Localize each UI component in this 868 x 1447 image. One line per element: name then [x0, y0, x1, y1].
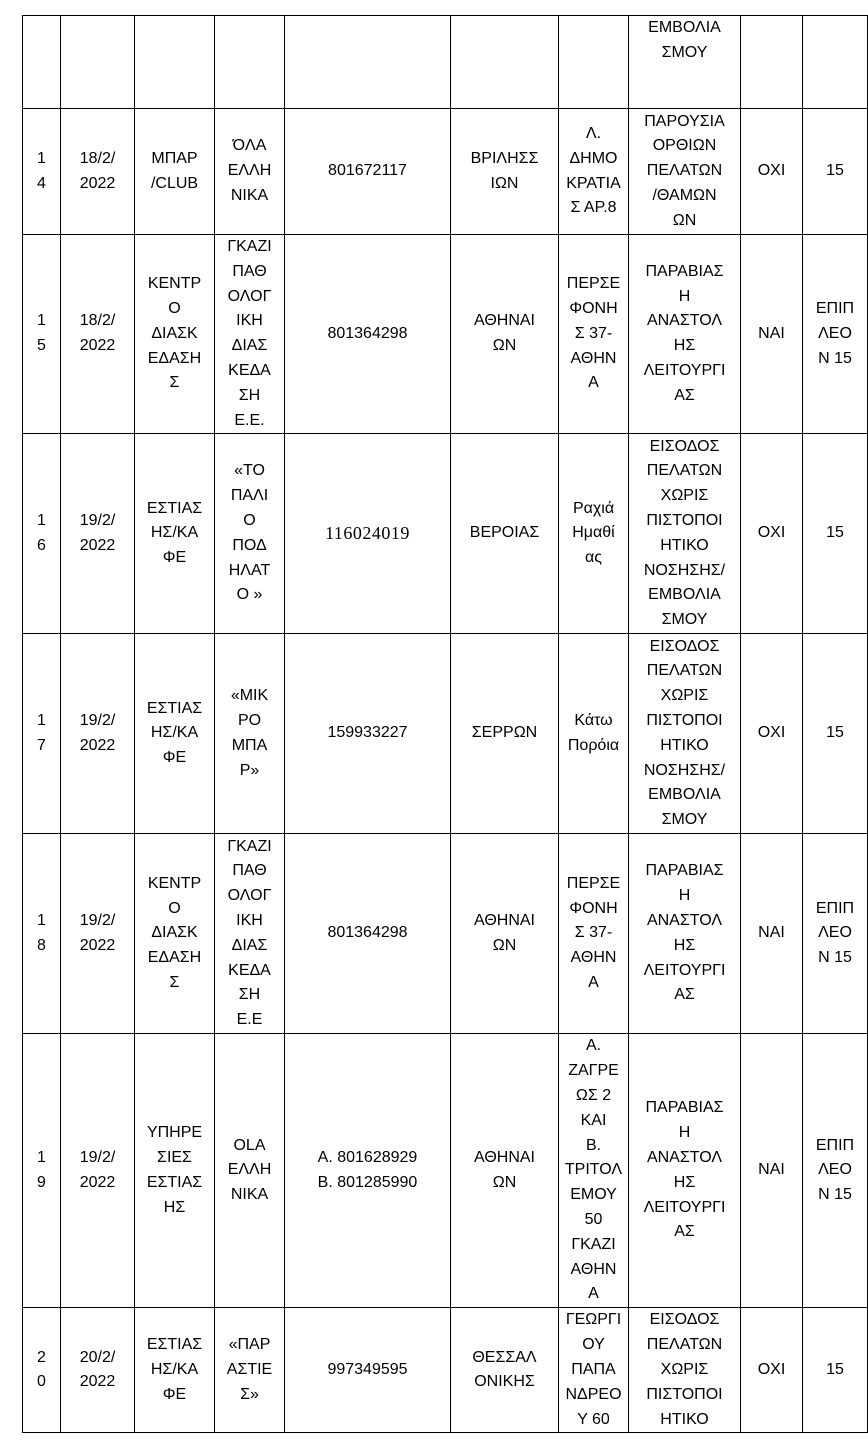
cell-suspension: ΟΧΙ [741, 434, 803, 634]
table-row [23, 1034, 868, 1308]
cell-violation: ΕΙΣΟΔΟΣ ΠΕΛΑΤΩΝ ΧΩΡΙΣ ΠΙΣΤΟΠΟΙ ΗΤΙΚΟ ΝΟΣΗΣΗΣ/ ΕΜΒΟΛΙΑ ΣΜΟΥ [629, 634, 741, 834]
cell-number: 1 8 [23, 834, 61, 1034]
table-row [23, 16, 868, 109]
cell-violation: ΠΑΡΑΒΙΑΣ Η ΑΝΑΣΤΟΛ ΗΣ ΛΕΙΤΟΥΡΓΙ ΑΣ [629, 834, 741, 1034]
cell-days [803, 16, 868, 109]
cell-business-name: «ΤΟ ΠΑΛΙ Ο ΠΟΔ ΗΛΑΤ Ο » [215, 434, 285, 634]
cell-days: 15 [803, 634, 868, 834]
cell-date: 18/2/ 2022 [61, 235, 135, 434]
cell-area: ΑΘΗΝΑΙ ΩΝ [451, 834, 559, 1034]
cell-business-name: OLA ΕΛΛΗ ΝΙΚΑ [215, 1034, 285, 1308]
cell-date: 19/2/ 2022 [61, 834, 135, 1034]
cell-date: 19/2/ 2022 [61, 1034, 135, 1308]
cell-date: 19/2/ 2022 [61, 634, 135, 834]
cell-violation: ΕΙΣΟΔΟΣ ΠΕΛΑΤΩΝ ΧΩΡΙΣ ΠΙΣΤΟΠΟΙ ΗΤΙΚΟ ΝΟΣΗΣΗΣ/ ΕΜΒΟΛΙΑ ΣΜΟΥ [629, 434, 741, 634]
cell-suspension: ΟΧΙ [741, 634, 803, 834]
cell-area: ΑΘΗΝΑΙ ΩΝ [451, 1034, 559, 1308]
cell-area: ΒΕΡΟΙΑΣ [451, 434, 559, 634]
cell-area: ΒΡΙΛΗΣΣ ΙΩΝ [451, 109, 559, 235]
cell-business-type: ΜΠΑΡ /CLUB [135, 109, 215, 235]
cell-violation: ΠΑΡΑΒΙΑΣ Η ΑΝΑΣΤΟΛ ΗΣ ΛΕΙΤΟΥΡΓΙ ΑΣ [629, 1034, 741, 1308]
cell-number: 1 6 [23, 434, 61, 634]
cell-business-name: ΓΚΑΖΙ ΠΑΘ ΟΛΟΓ ΙΚΗ ΔΙΑΣ ΚΕΔΑ ΣΗ Ε.Ε. [215, 235, 285, 434]
cell-number: 1 7 [23, 634, 61, 834]
cell-number [23, 16, 61, 109]
cell-violation: ΕΜΒΟΛΙΑ ΣΜΟΥ [629, 16, 741, 109]
cell-suspension: ΟΧΙ [741, 109, 803, 235]
table-row [23, 434, 868, 634]
cell-address: Λ. ΔΗΜΟ ΚΡΑΤΙΑ Σ ΑΡ.8 [559, 109, 629, 235]
cell-number: 1 5 [23, 235, 61, 434]
cell-afm: 997349595 [285, 1308, 451, 1433]
cell-afm: Α. 801628929 Β. 801285990 [285, 1034, 451, 1308]
cell-business-name: ΌΛΑ ΕΛΛΗ ΝΙΚΑ [215, 109, 285, 235]
cell-address: Α. ΖΑΓΡΕ ΩΣ 2 ΚΑΙ Β. ΤΡΙΤΟΛ ΕΜΟΥ 50 ΓΚΑΖΙ ΑΘΗΝ Α [559, 1034, 629, 1308]
cell-business-type: ΕΣΤΙΑΣ ΗΣ/ΚΑ ΦΕ [135, 1308, 215, 1433]
cell-date: 20/2/ 2022 [61, 1308, 135, 1433]
cell-area: ΘΕΣΣΑΛ ΟΝΙΚΗΣ [451, 1308, 559, 1433]
cell-days: ΕΠΙΠ ΛΕΟ Ν 15 [803, 235, 868, 434]
cell-address: Ραχιά Ημαθί ας [559, 434, 629, 634]
cell-afm: 159933227 [285, 634, 451, 834]
cell-address: ΠΕΡΣΕ ΦΟΝΗ Σ 37- ΑΘΗΝ Α [559, 235, 629, 434]
cell-date [61, 16, 135, 109]
cell-suspension: ΝΑΙ [741, 235, 803, 434]
cell-area: ΑΘΗΝΑΙ ΩΝ [451, 235, 559, 434]
cell-afm: 801672117 [285, 109, 451, 235]
table-row [23, 834, 868, 1034]
cell-date: 18/2/ 2022 [61, 109, 135, 235]
cell-address: ΠΕΡΣΕ ΦΟΝΗ Σ 37- ΑΘΗΝ Α [559, 834, 629, 1034]
cell-suspension: ΝΑΙ [741, 1034, 803, 1308]
cell-afm: 801364298 [285, 235, 451, 434]
cell-business-type: ΚΕΝΤΡ Ο ΔΙΑΣΚ ΕΔΑΣΗ Σ [135, 834, 215, 1034]
cell-suspension: ΟΧΙ [741, 1308, 803, 1433]
cell-address [559, 16, 629, 109]
cell-violation: ΕΙΣΟΔΟΣ ΠΕΛΑΤΩΝ ΧΩΡΙΣ ΠΙΣΤΟΠΟΙ ΗΤΙΚΟ [629, 1308, 741, 1433]
cell-days: ΕΠΙΠ ΛΕΟ Ν 15 [803, 834, 868, 1034]
cell-business-name: ΓΚΑΖΙ ΠΑΘ ΟΛΟΓ ΙΚΗ ΔΙΑΣ ΚΕΔΑ ΣΗ Ε.Ε [215, 834, 285, 1034]
cell-number: 1 9 [23, 1034, 61, 1308]
table-row [23, 235, 868, 434]
cell-area [451, 16, 559, 109]
cell-area: ΣΕΡΡΩΝ [451, 634, 559, 834]
cell-days: ΕΠΙΠ ΛΕΟ Ν 15 [803, 1034, 868, 1308]
cell-days: 15 [803, 434, 868, 634]
cell-business-name: «ΜΙΚ ΡΟ ΜΠΑ Ρ» [215, 634, 285, 834]
cell-business-type: ΕΣΤΙΑΣ ΗΣ/ΚΑ ΦΕ [135, 634, 215, 834]
cell-violation: ΠΑΡΟΥΣΙΑ ΟΡΘΙΩΝ ΠΕΛΑΤΩΝ /ΘΑΜΩΝ ΩΝ [629, 109, 741, 235]
table-row [23, 1308, 868, 1433]
cell-business-type: ΕΣΤΙΑΣ ΗΣ/ΚΑ ΦΕ [135, 434, 215, 634]
cell-violation: ΠΑΡΑΒΙΑΣ Η ΑΝΑΣΤΟΛ ΗΣ ΛΕΙΤΟΥΡΓΙ ΑΣ [629, 235, 741, 434]
cell-business-name: «ΠΑΡ ΑΣΤΙΕ Σ» [215, 1308, 285, 1433]
cell-afm: 801364298 [285, 834, 451, 1034]
cell-days: 15 [803, 1308, 868, 1433]
violations-table [22, 15, 868, 1433]
cell-days: 15 [803, 109, 868, 235]
cell-number: 1 4 [23, 109, 61, 235]
cell-address: ΓΕΩΡΓΙ ΟΥ ΠΑΠΑ ΝΔΡΕΟ Υ 60 [559, 1308, 629, 1433]
cell-business-type: ΚΕΝΤΡ Ο ΔΙΑΣΚ ΕΔΑΣΗ Σ [135, 235, 215, 434]
cell-suspension [741, 16, 803, 109]
cell-number: 2 0 [23, 1308, 61, 1433]
cell-date: 19/2/ 2022 [61, 434, 135, 634]
cell-afm [285, 16, 451, 109]
cell-business-type: ΥΠΗΡΕ ΣΙΕΣ ΕΣΤΙΑΣ ΗΣ [135, 1034, 215, 1308]
cell-business-type [135, 16, 215, 109]
cell-business-name [215, 16, 285, 109]
cell-suspension: ΝΑΙ [741, 834, 803, 1034]
cell-address: Κάτω Πορόια [559, 634, 629, 834]
table-row [23, 634, 868, 834]
cell-afm: 116024019 [285, 434, 451, 634]
table-row [23, 109, 868, 235]
